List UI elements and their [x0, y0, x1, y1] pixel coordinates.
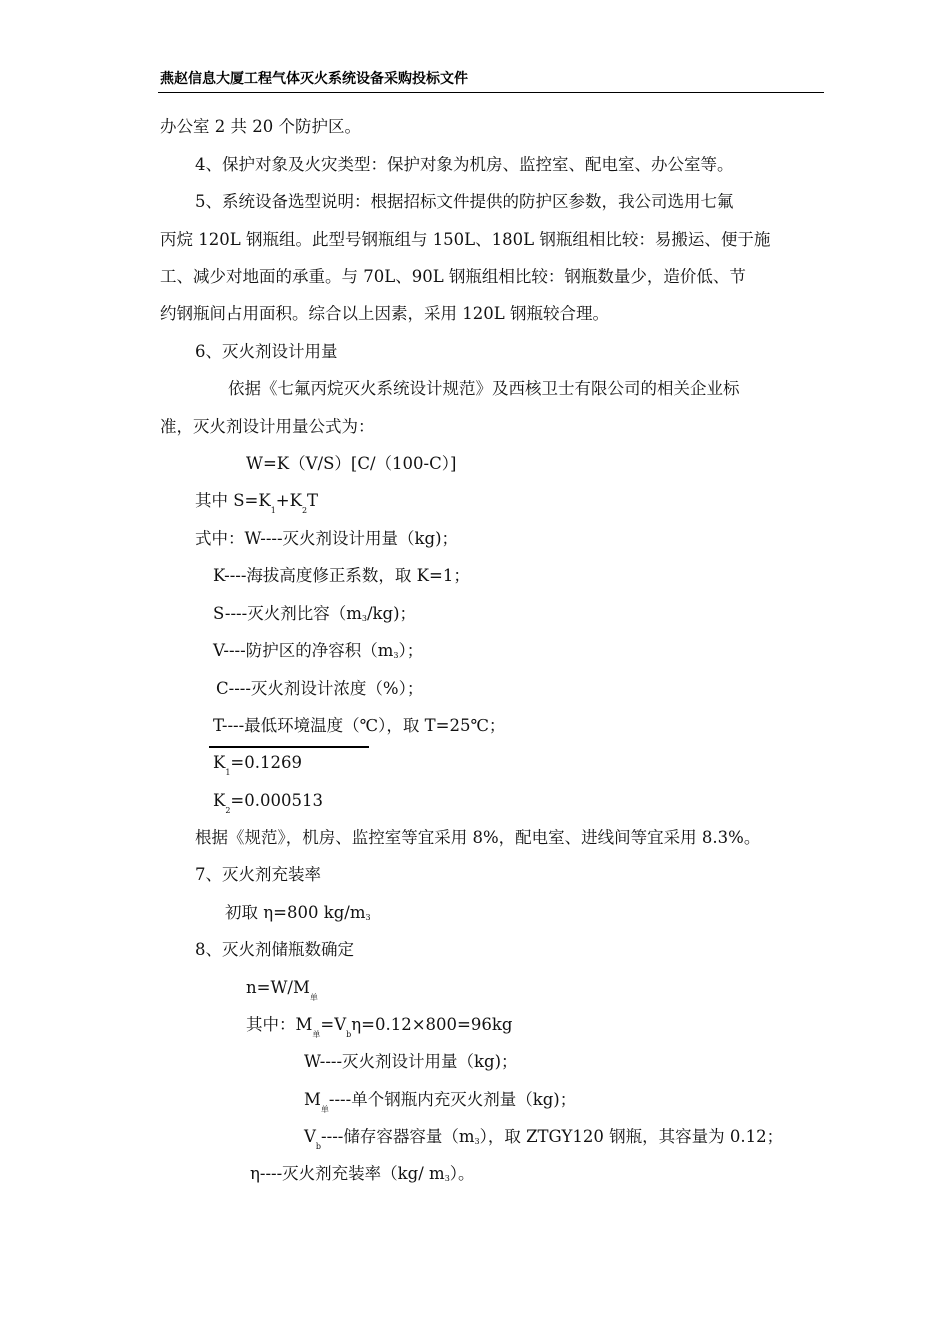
subscript: 1 — [225, 768, 231, 777]
definition-text: V----防护区的净容积（m — [213, 641, 394, 660]
definition-line: W----灭火剂设计用量（kg)； — [304, 1052, 518, 1071]
paragraph-line: 5、系统设备选型说明：根据招标文件提供的防护区参数，我公司选用七氟 — [195, 192, 734, 211]
formula-text: n=W/M — [246, 978, 310, 997]
superscript: 3 — [474, 1137, 480, 1146]
definition-text: ）。 — [449, 1164, 475, 1183]
definition-line — [304, 1089, 576, 1114]
paragraph-line: 约钢瓶间占用面积。综合以上因素，采用 120L 钢瓶较合理。 — [160, 304, 609, 323]
formula-text: 初取 η=800 kg/m — [225, 903, 366, 922]
superscript: 3 — [393, 651, 399, 660]
paragraph-line: 办公室 2 共 20 个防护区。 — [160, 117, 361, 136]
definition-text: M — [304, 1090, 321, 1109]
formula-line — [195, 490, 318, 515]
paragraph-line: 工、减少对地面的承重。与 70L、90L 钢瓶组相比较：钢瓶数量少，造价低、节 — [160, 267, 746, 286]
header-divider — [158, 92, 824, 93]
formula-text: η=0.12×800=96kg — [351, 1015, 513, 1034]
subscript: 单 — [309, 993, 318, 1002]
coefficient-text: =0.1269 — [230, 753, 302, 772]
superscript: 3 — [361, 614, 367, 623]
definition-line: 式中：W----灭火剂设计用量（kg)； — [195, 529, 459, 548]
formula-line: W=K（V/S）[C/（100-C）] — [246, 454, 457, 473]
definition-line: T----最低环境温度（℃），取 T=25℃； — [213, 716, 506, 735]
coefficient-text: =0.000513 — [230, 791, 323, 810]
coefficient-line — [213, 752, 302, 777]
section-heading: 7、灭火剂充装率 — [195, 865, 321, 884]
formula-text: T — [307, 491, 319, 510]
coefficient-text: K — [213, 791, 226, 810]
subscript: 2 — [301, 506, 308, 515]
formula-text: =V — [320, 1015, 347, 1034]
paragraph-line: 丙烷 120L 钢瓶组。此型号钢瓶组与 150L、180L 钢瓶组相比较：易搬运、便于施 — [160, 230, 771, 249]
definition-line — [213, 603, 416, 628]
superscript: 3 — [365, 913, 371, 922]
subscript: 2 — [225, 806, 231, 815]
superscript: 3 — [444, 1174, 450, 1183]
definition-text: ----储存容器容量（m — [321, 1127, 475, 1146]
coefficient-text: K — [213, 753, 226, 772]
definition-line — [304, 1126, 783, 1151]
subscript: 单 — [312, 1030, 321, 1039]
definition-text: ----单个钢瓶内充灭火剂量（kg)； — [328, 1090, 577, 1109]
formula-line — [246, 977, 318, 1002]
short-divider — [209, 746, 369, 748]
subscript: 1 — [270, 506, 276, 515]
definition-text: /kg)； — [366, 604, 417, 623]
paragraph-line: 根据《规范》，机房、监控室等宜采用 8%，配电室、进线间等宜采用 8.3%。 — [195, 828, 761, 847]
definition-line: C----灭火剂设计浓度（%）； — [216, 679, 424, 698]
coefficient-line — [213, 790, 323, 815]
definition-text: V — [304, 1127, 316, 1146]
definition-text: ）； — [398, 641, 424, 660]
document-header-title: 燕赵信息大厦工程气体灭火系统设备采购投标文件 — [160, 71, 468, 87]
formula-line — [246, 1014, 512, 1039]
section-heading: 6、灭火剂设计用量 — [195, 342, 338, 361]
definition-line: K----海拔高度修正系数，取 K=1； — [213, 566, 470, 585]
definition-text: ），取 ZTGY120 钢瓶，其容量为 0.12； — [479, 1127, 784, 1146]
subscript: b — [315, 1142, 322, 1151]
definition-text: η----灭火剂充装率（kg/ m — [250, 1164, 445, 1183]
paragraph-line: 4、保护对象及火灾类型：保护对象为机房、监控室、配电室、办公室等。 — [195, 155, 734, 174]
definition-text: S----灭火剂比容（m — [213, 604, 362, 623]
paragraph-line: 依据《七氟丙烷灭火系统设计规范》及西核卫士有限公司的相关企业标 — [228, 379, 740, 398]
paragraph-line: 准，灭火剂设计用量公式为： — [160, 417, 375, 436]
formula-text: 其中 S=K — [195, 491, 271, 510]
subscript: b — [346, 1030, 352, 1039]
subscript: 单 — [320, 1105, 329, 1114]
definition-line — [250, 1163, 475, 1188]
formula-line — [225, 902, 371, 927]
formula-text: +K — [275, 491, 302, 510]
section-heading: 8、灭火剂储瓶数确定 — [195, 940, 354, 959]
definition-line — [213, 640, 423, 665]
formula-text: 其中：M — [246, 1015, 313, 1034]
